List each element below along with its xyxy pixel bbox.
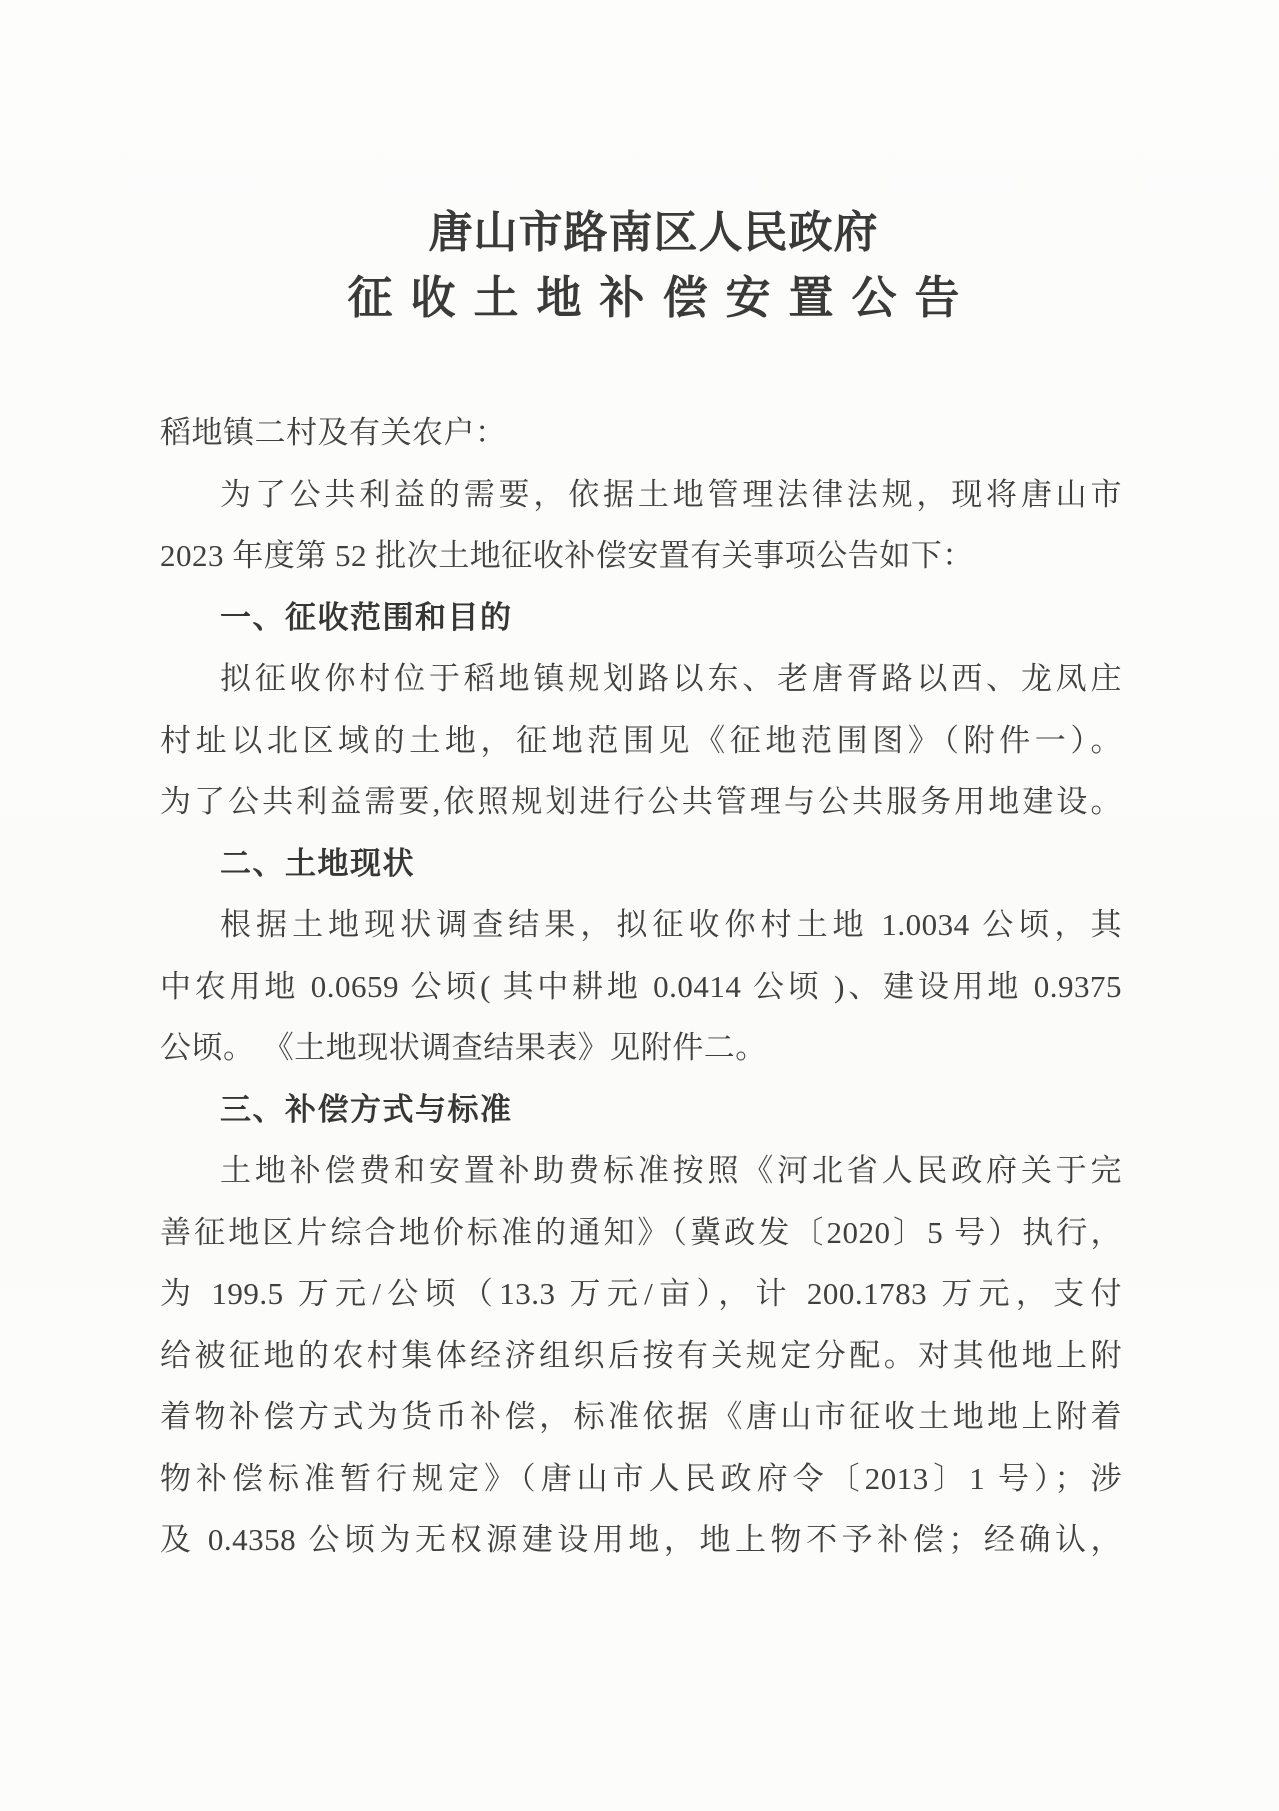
section-3-line-7: 及 0.4358 公顷为无权源建设用地，地上物不予补偿；经确认，: [160, 1522, 1122, 1557]
document-title-block: [14, 206, 1279, 326]
section-2-line-1: 根据土地现状调查结果，拟征收你村土地 1.0034 公顷，其: [220, 907, 1122, 942]
section-heading-1: 一、征收范围和目的: [220, 599, 513, 635]
section-3-line-1: 土地补偿费和安置补助费标准按照《河北省人民政府关于完: [220, 1153, 1122, 1188]
salutation-line: 稻地镇二村及有关农户：: [160, 415, 507, 450]
section-3-line-5: 着物补偿方式为货币补偿，标准依据《唐山市征收土地地上附着: [160, 1399, 1122, 1434]
section-2-line-3: 公顷。 《土地现状调查结果表》见附件二。: [160, 1030, 767, 1065]
section-3-line-3: 为 199.5 万元/公顷（13.3 万元/亩），计 200.1783 万元，支付: [160, 1276, 1122, 1311]
section-1-line-2: 村址以北区域的土地，征地范围见《征地范围图》（附件一）。: [160, 722, 1122, 758]
section-3-line-2: 善征地区片综合地价标准的通知》（冀政发〔2020〕5 号）执行，: [160, 1214, 1122, 1250]
section-3-line-4: 给被征地的农村集体经济组织后按有关规定分配。对其他地上附: [160, 1337, 1122, 1373]
intro-paragraph-line-1: 为了公共利益的需要，依据土地管理法律法规，现将唐山市: [220, 476, 1122, 512]
document-title-line2: 征收土地补偿安置公告: [347, 272, 978, 323]
document-body: [160, 402, 1122, 1571]
document-title-line1: 唐山市路南区人民政府: [428, 208, 879, 257]
section-2-line-2: 中农用地 0.0659 公顷( 其中耕地 0.0414 公顷 )、建设用地 0.9375: [160, 968, 1122, 1004]
section-3-line-6: 物补偿标准暂行规定》（唐山市人民政府令〔2013〕1 号）；涉: [160, 1460, 1122, 1496]
section-heading-3: 三、补偿方式与标准: [220, 1091, 513, 1127]
section-1-line-1: 拟征收你村位于稻地镇规划路以东、老唐胥路以西、龙凤庄: [220, 661, 1122, 696]
section-heading-2: 二、土地现状: [220, 845, 415, 881]
intro-paragraph-line-2: 2023 年度第 52 批次土地征收补偿安置有关事项公告如下：: [160, 538, 974, 573]
section-1-line-3: 为了公共利益需要,依照规划进行公共管理与公共服务用地建设。: [160, 784, 1122, 819]
